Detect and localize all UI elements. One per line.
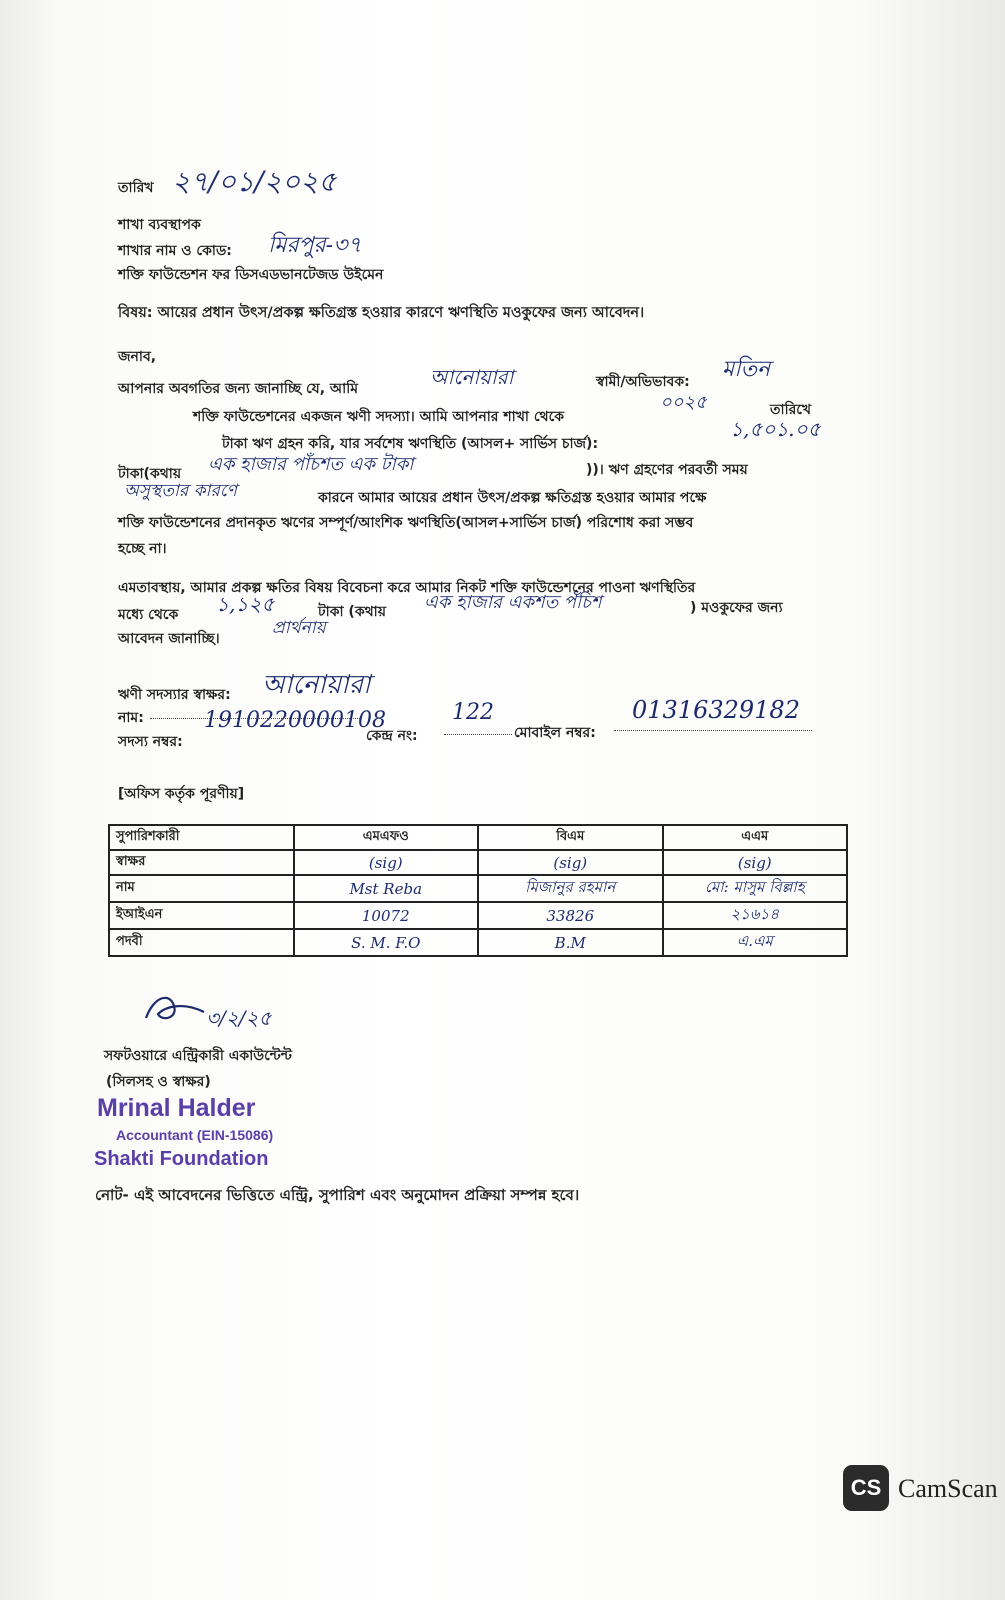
body-line-5: কারনে আমার আয়ের প্রধান উৎস/প্রকল্প ক্ষতিগ্রস্ত হওয়ার আমার পক্ষে: [318, 490, 707, 506]
member-signature: আনোয়ারা: [262, 670, 371, 700]
stamp-name: Mrinal Halder: [97, 1094, 256, 1122]
mfo-name: Mst Reba: [294, 875, 479, 902]
office-table: [108, 824, 848, 957]
col-am: এএম: [663, 825, 848, 850]
bm-name: মিজানুর রহমান: [478, 875, 663, 902]
stamp-role: Accountant (EIN-15086): [116, 1127, 274, 1143]
am-signature: (sig): [663, 850, 848, 875]
row-label-signature: স্বাক্ষর: [109, 850, 294, 875]
stamp-org: Shakti Foundation: [94, 1148, 269, 1170]
am-ein: ২১৬১৪: [663, 902, 848, 929]
member-name-label: নাম:: [118, 710, 144, 726]
mobile-line: [614, 730, 812, 731]
body-p2-line-2c: ) মওকুফের জন্য: [690, 600, 783, 616]
body-line-6: শক্তি ফাউন্ডেশনের প্রদানকৃত ঋণের সম্পূর্ণ/আংশিক ঋণস্থিতি(আসল+সার্ভিস চার্জ) পরিশোধ করা সম্ভব: [118, 515, 694, 531]
col-bm: বিএম: [478, 825, 663, 850]
row-label-designation: পদবী: [109, 929, 294, 956]
branch-manager: শাখা ব্যবস্থাপক: [118, 217, 201, 233]
office-title: [অফিস কর্তৃক পূরণীয়]: [118, 786, 245, 802]
body-p2-line-2a: মধ্যে থেকে: [118, 607, 179, 623]
col-mfo: এমএফও: [294, 825, 479, 850]
member-id-label: সদস্য নম্বর:: [118, 734, 183, 750]
member-signature-label: ঋণী সদস্যার স্বাক্ষর:: [118, 687, 231, 703]
camscanner-name: CamScan: [898, 1474, 998, 1503]
row-label-name: নাম: [109, 875, 294, 902]
subject: বিষয়: আয়ের প্রধান উৎস/প্রকল্প ক্ষতিগ্রস্ত হওয়ার কারণে ঋণস্থিতি মওকুফের জন্য আবেদন।: [118, 305, 645, 321]
branch-name-code-label: শাখার নাম ও কোড:: [118, 243, 232, 259]
waive-words-hand: এক হাজার একশত পঁচিশ: [424, 592, 602, 613]
bm-ein: 33826: [478, 902, 663, 929]
date-value: ২৭/০১/২০২৫: [172, 165, 337, 198]
body-line-2b: তারিখে: [770, 402, 812, 418]
table-header-row: [109, 825, 847, 850]
am-name: মো: মাসুম বিল্লাহ: [663, 875, 848, 902]
reason-hand: অসুস্থতার কারণে: [124, 481, 237, 501]
body-line-4a: টাকা(কথায়: [118, 466, 182, 482]
center-value: 122: [452, 700, 494, 725]
body-line-1b: স্বামী/অভিভাবক:: [596, 374, 690, 390]
foundation-name: শক্তি ফাউন্ডেশন ফর ডিসএডভানটেজড উইমেন: [118, 267, 384, 283]
center-label: কেন্দ্র নং:: [366, 728, 418, 744]
mobile-label: মোবাইল নম্বর:: [514, 725, 596, 741]
mfo-signature: (sig): [294, 850, 479, 875]
table-row: [109, 902, 847, 929]
body-line-4b: ))। ঋণ গ্রহণের পরবর্তী সময়: [586, 462, 748, 478]
waive-amount-hand: ১,১২৫: [216, 592, 275, 616]
balance-hand: ১,৫০১.০৫: [730, 417, 821, 441]
accountant-signature-icon: [140, 988, 210, 1028]
branch-name-code-value: মিরপুর-৩৭: [268, 233, 362, 258]
salutation: জনাব,: [118, 349, 157, 365]
bm-signature: (sig): [478, 850, 663, 875]
closing-hand: প্রার্থনায়: [272, 618, 326, 638]
center-line: [444, 734, 512, 735]
body-line-2a: শক্তি ফাউন্ডেশনের একজন ঋণী সদস্যা। আমি আপনার শাখা থেকে: [193, 409, 565, 425]
mfo-designation: S. M. F.O: [294, 929, 479, 956]
accountant-line-2: (সিলসহ ও স্বাক্ষর): [106, 1074, 211, 1090]
bm-designation: B.M: [478, 929, 663, 956]
accountant-signature-date: ৩/২/২৫: [206, 1006, 272, 1030]
member-name-hand: আনোয়ারা: [430, 365, 514, 389]
member-id-value: 1910220000108: [204, 708, 386, 733]
am-designation: এ.এম: [663, 929, 848, 956]
body-line-7: হচ্ছে না।: [118, 541, 167, 557]
camscanner-logo-icon: CS: [843, 1465, 889, 1511]
date-label: তারিখ: [118, 180, 154, 196]
body-line-1a: আপনার অবগতির জন্য জানাচ্ছি যে, আমি: [118, 381, 358, 397]
note: নোট- এই আবেদনের ভিত্তিতে এন্ট্রি, সুপারিশ এবং অনুমোদন প্রক্রিয়া সম্পন্ন হবে।: [95, 1186, 580, 1204]
table-row: [109, 850, 847, 875]
body-p2-line-1: এমতাবস্থায়, আমার প্রকল্প ক্ষতির বিষয় বিবেচনা করে আমার নিকট শক্তি ফাউন্ডেশনের পাওনা ঋণস্থিতির: [118, 580, 696, 596]
loan-amount-hand: ০০২৫: [660, 392, 707, 413]
col-recommender: সুপারিশকারী: [109, 825, 294, 850]
body-p2-line-2b: টাকা (কথায়: [318, 604, 386, 620]
mfo-ein: 10072: [294, 902, 479, 929]
balance-words-hand: এক হাজার পাঁচশত এক টাকা: [208, 454, 414, 475]
row-label-ein: ইআইএন: [109, 902, 294, 929]
body-p2-line-3: আবেদন জানাচ্ছি।: [118, 631, 220, 647]
table-row: [109, 929, 847, 956]
accountant-line-1: সফটওয়ারে এন্ট্রিকারী একাউন্টেন্ট: [104, 1048, 292, 1064]
body-line-3a: টাকা ঋণ গ্রহন করি, যার সর্বশেষ ঋণস্থিতি (আসল+ সার্ভিস চার্জ):: [222, 436, 599, 452]
guardian-name-hand: মতিন: [722, 357, 771, 382]
mobile-value: 01316329182: [632, 696, 800, 724]
table-row: [109, 875, 847, 902]
